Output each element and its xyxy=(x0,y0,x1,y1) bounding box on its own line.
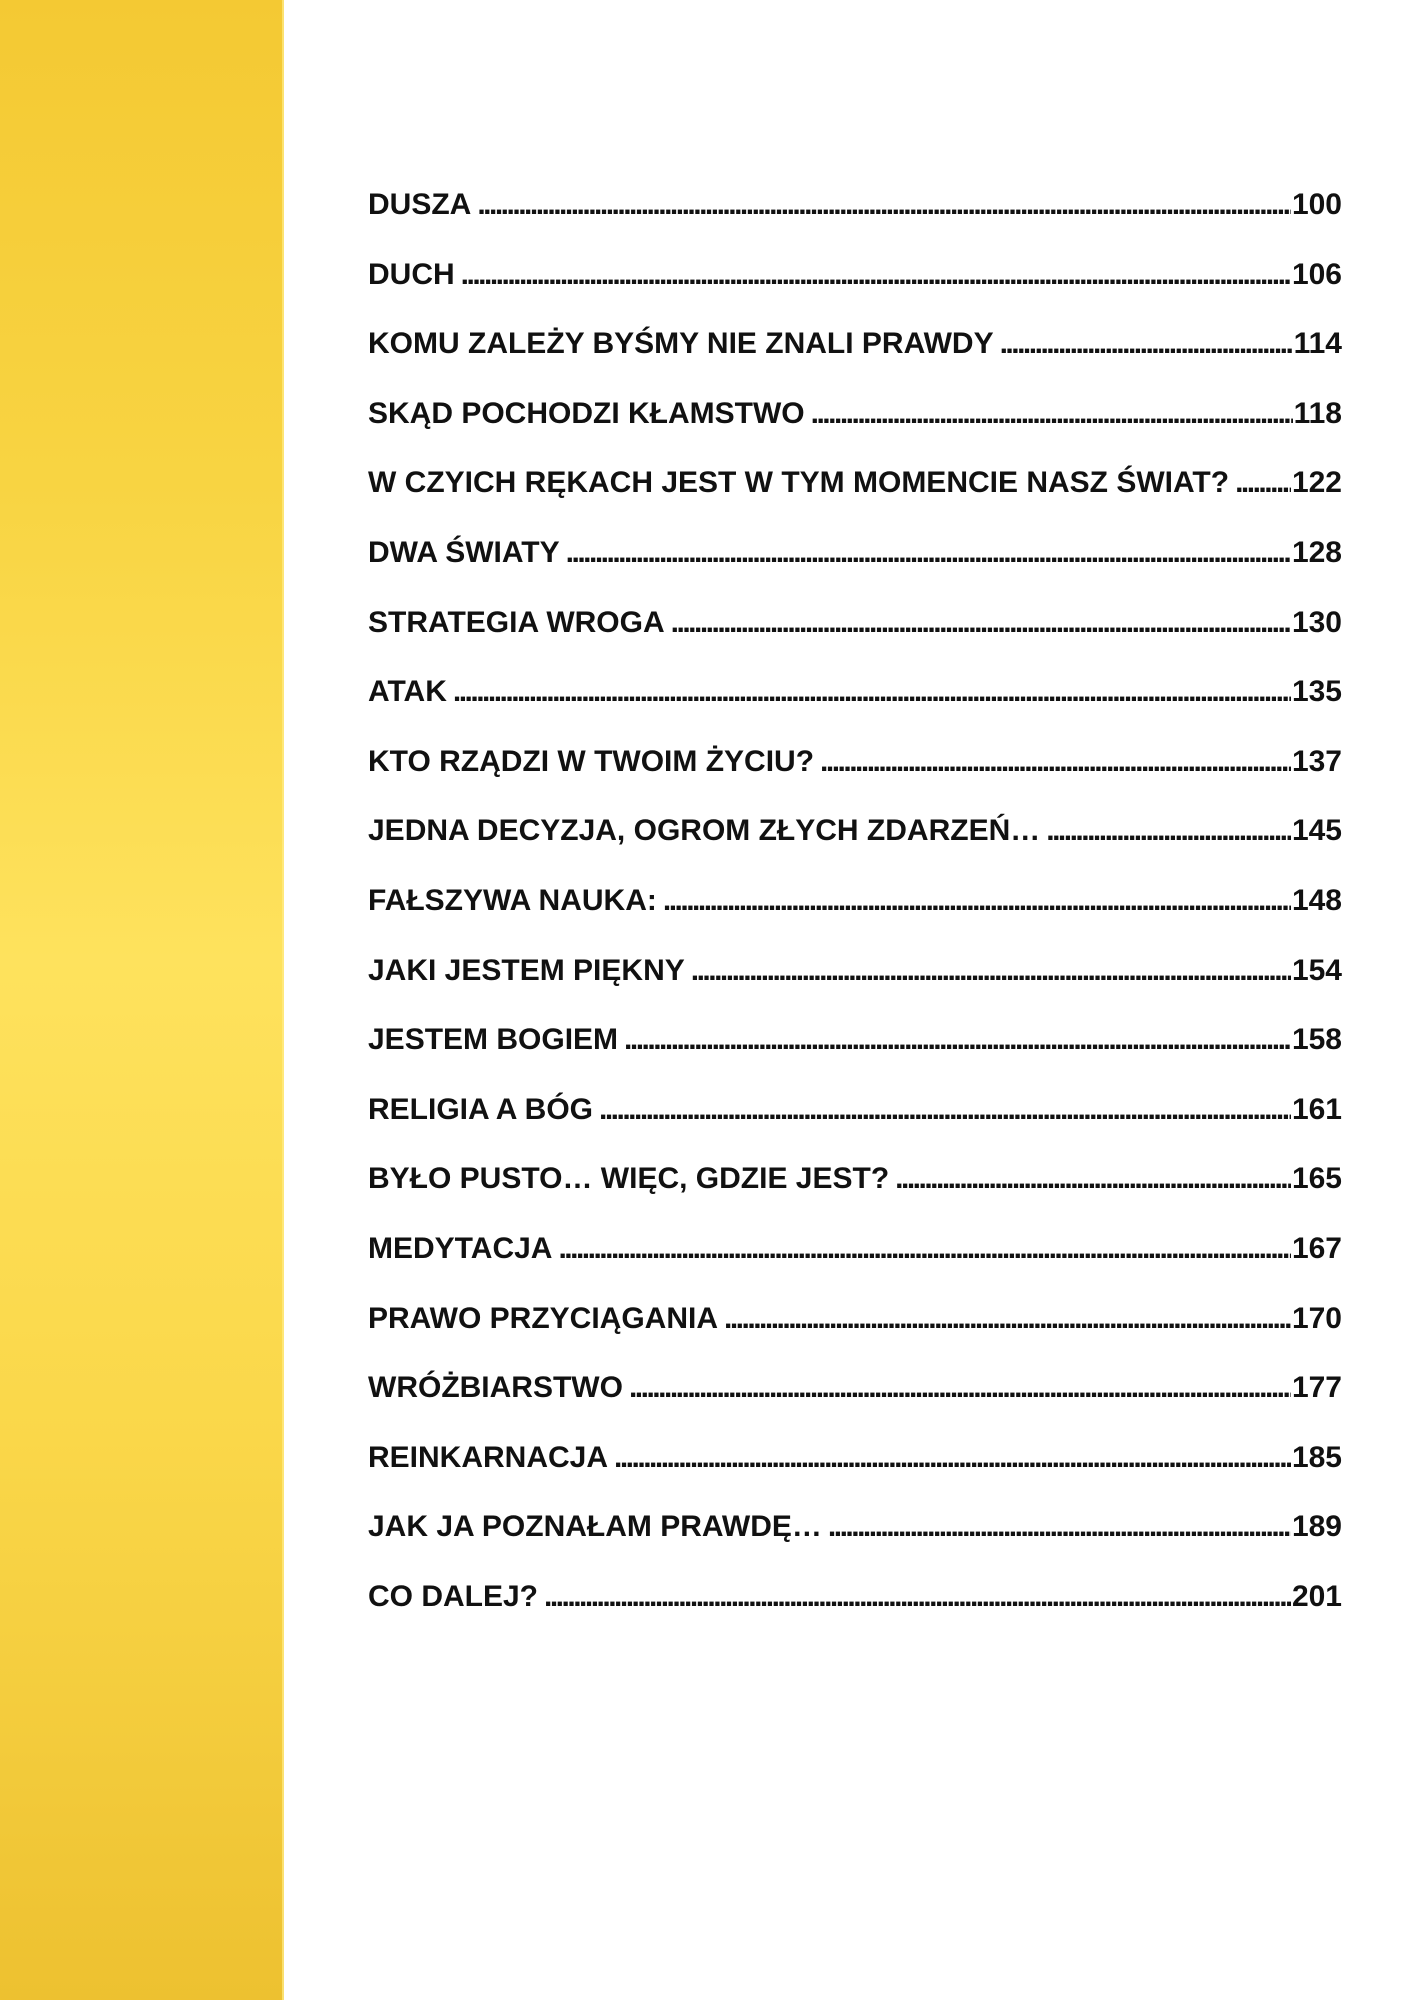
toc-dot-leader xyxy=(624,1005,1291,1075)
toc-entry-title: DWA ŚWIATY xyxy=(368,535,560,569)
toc-entry-page: 189 xyxy=(1291,1510,1342,1544)
toc-entry xyxy=(368,518,1342,588)
toc-entry-title: MEDYTACJA xyxy=(368,1231,553,1265)
toc-entry xyxy=(368,1144,1342,1214)
toc-dot-leader xyxy=(477,170,1291,240)
toc-dot-leader xyxy=(1235,448,1291,518)
toc-entry-page: 114 xyxy=(1293,327,1342,361)
toc-entry xyxy=(368,796,1342,866)
toc-dot-leader xyxy=(671,588,1291,658)
toc-dot-leader xyxy=(895,1144,1291,1214)
toc-entry xyxy=(368,1284,1342,1354)
toc-entry-page: 170 xyxy=(1291,1301,1342,1335)
toc-dot-leader xyxy=(820,727,1291,797)
toc-entry-title: JAK JA POZNAŁAM PRAWDĘ… xyxy=(368,1510,822,1544)
toc-entry-title: W CZYICH RĘKACH JEST W TYM MOMENCIE NASZ ŚWIAT? xyxy=(368,466,1230,500)
toc-entry-page: 145 xyxy=(1291,814,1342,848)
toc-entry-page: 106 xyxy=(1291,257,1342,291)
toc-entry-page: 185 xyxy=(1291,1440,1342,1474)
toc-entry-title: JESTEM BOGIEM xyxy=(368,1023,619,1057)
toc-entry-title: KOMU ZALEŻY BYŚMY NIE ZNALI PRAWDY xyxy=(368,327,994,361)
toc-entry-title: CO DALEJ? xyxy=(368,1579,539,1613)
toc-entry-page: 154 xyxy=(1291,953,1342,987)
toc-dot-leader xyxy=(544,1562,1291,1632)
toc-entry-title: ATAK xyxy=(368,675,447,709)
toc-entry-title: KTO RZĄDZI W TWOIM ŻYCIU? xyxy=(368,744,815,778)
toc-entry-page: 148 xyxy=(1291,883,1342,917)
toc-entry-page: 100 xyxy=(1291,188,1342,221)
toc-dot-leader xyxy=(663,866,1291,936)
yellow-side-band xyxy=(0,0,284,2000)
toc-entry-page: 118 xyxy=(1293,396,1342,430)
toc-entry xyxy=(368,379,1342,449)
toc-entry-page: 161 xyxy=(1291,1092,1342,1126)
toc-entry-page: 135 xyxy=(1291,675,1342,709)
toc-dot-leader xyxy=(828,1492,1291,1562)
toc-entry xyxy=(368,309,1342,379)
toc-entry-title: JAKI JESTEM PIĘKNY xyxy=(368,953,685,987)
toc-entry xyxy=(368,866,1342,936)
toc-entry-page: 128 xyxy=(1291,535,1342,569)
toc-dot-leader xyxy=(566,518,1291,588)
toc-entry-page: 137 xyxy=(1291,744,1342,778)
table-of-contents xyxy=(368,170,1342,1631)
toc-entry-page: 165 xyxy=(1291,1162,1342,1196)
toc-entry xyxy=(368,448,1342,518)
toc-entry-title: FAŁSZYWA NAUKA: xyxy=(368,883,657,917)
toc-entry-title: RELIGIA A BÓG xyxy=(368,1092,593,1126)
toc-entry-page: 177 xyxy=(1291,1371,1342,1405)
toc-entry xyxy=(368,1562,1342,1632)
toc-dot-leader xyxy=(599,1075,1291,1145)
toc-entry-title: PRAWO PRZYCIĄGANIA xyxy=(368,1301,719,1335)
toc-entry xyxy=(368,170,1342,240)
toc-dot-leader xyxy=(558,1214,1290,1284)
toc-dot-leader xyxy=(811,379,1293,449)
toc-dot-leader xyxy=(691,936,1291,1006)
toc-entry xyxy=(368,1423,1342,1493)
toc-entry xyxy=(368,727,1342,797)
toc-entry-page: 130 xyxy=(1291,605,1342,639)
toc-entry-title: BYŁO PUSTO… WIĘC, GDZIE JEST? xyxy=(368,1162,890,1196)
toc-entry xyxy=(368,657,1342,727)
toc-entry-page: 158 xyxy=(1291,1023,1342,1057)
toc-entry-title: WRÓŻBIARSTWO xyxy=(368,1371,623,1405)
toc-entry xyxy=(368,1005,1342,1075)
toc-dot-leader xyxy=(614,1423,1291,1493)
toc-entry-page: 201 xyxy=(1291,1579,1342,1613)
toc-dot-leader xyxy=(1000,309,1293,379)
toc-entry xyxy=(368,588,1342,658)
toc-dot-leader xyxy=(724,1284,1291,1354)
toc-entry xyxy=(368,1214,1342,1284)
toc-entry-title: REINKARNACJA xyxy=(368,1440,609,1474)
toc-entry xyxy=(368,240,1342,310)
toc-dot-leader xyxy=(629,1353,1291,1423)
toc-entry-title: DUSZA xyxy=(368,188,472,221)
toc-entry xyxy=(368,1075,1342,1145)
toc-entry-title: STRATEGIA WROGA xyxy=(368,605,665,639)
toc-entry-page: 167 xyxy=(1291,1231,1342,1265)
toc-entry xyxy=(368,1492,1342,1562)
toc-entry-title: JEDNA DECYZJA, OGROM ZŁYCH ZDARZEŃ… xyxy=(368,814,1041,848)
toc-entry-title: DUCH xyxy=(368,257,455,291)
toc-dot-leader xyxy=(461,240,1291,310)
toc-entry xyxy=(368,1353,1342,1423)
toc-entry-title: SKĄD POCHODZI KŁAMSTWO xyxy=(368,396,805,430)
toc-dot-leader xyxy=(453,657,1291,727)
toc-entry-page: 122 xyxy=(1291,466,1342,500)
toc-dot-leader xyxy=(1046,796,1291,866)
toc-entry xyxy=(368,936,1342,1006)
